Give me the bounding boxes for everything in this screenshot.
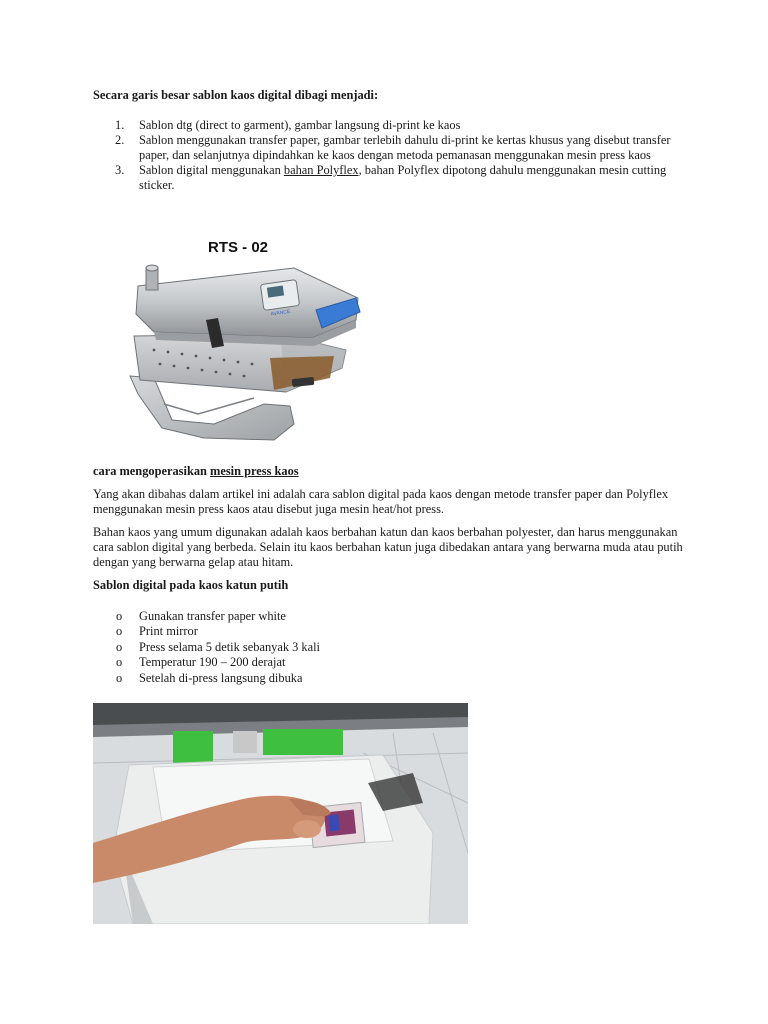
list-item: [93, 118, 683, 133]
list-item-text: Print mirror: [139, 624, 198, 639]
list-item: [93, 163, 683, 193]
mesin-press-kaos-link[interactable]: mesin press kaos: [210, 464, 299, 478]
polyflex-link[interactable]: bahan Polyflex: [283, 163, 359, 177]
list-item-text: [139, 163, 683, 193]
heat-press-photo: [93, 703, 468, 924]
list-marker: 2.: [115, 133, 125, 147]
bullet-marker: o: [116, 609, 123, 623]
numbered-list: [93, 118, 683, 193]
bullet-marker: o: [116, 624, 123, 639]
operating-subheading: [93, 464, 299, 479]
bullet-list: [93, 609, 683, 686]
bullet-marker: o: [116, 655, 123, 670]
white-cotton-subheading: Sablon digital pada kaos katun putih: [93, 578, 289, 592]
section-heading: Secara garis besar sablon kaos digital dibagi menjadi:: [93, 88, 379, 102]
list-item-text: Gunakan transfer paper white: [139, 609, 286, 623]
bullet-marker: o: [116, 670, 123, 685]
bullet-marker: o: [116, 639, 123, 654]
list-item: [93, 655, 683, 670]
subheading-text: cara mengoperasikan: [93, 464, 211, 478]
list-item-text: Sablon dtg (direct to garment), gambar langsung di-print ke kaos: [139, 118, 461, 132]
heat-press-machine-image: [94, 228, 382, 446]
list-item-text: Setelah di-press langsung dibuka: [139, 670, 303, 685]
list-item: [93, 133, 683, 163]
list-item: [93, 671, 683, 686]
paragraph: Bahan kaos yang umum digunakan adalah kaos berbahan katun dan kaos berbahan polyester, dan harus menggunakan cara sablon digital yang berbeda. Selain itu kaos berbahan katun juga dibedakan antara yang berwarna muda atau putih dengan yang berwarna gelap atau hitam.: [93, 525, 683, 569]
list-item-text: Press selama 5 detik sebanyak 3 kali: [139, 639, 320, 654]
list-item-text-before: Sablon digital menggunakan: [139, 163, 284, 177]
list-item: [93, 640, 683, 655]
list-item: [93, 609, 683, 624]
list-item-text-after: , bahan Polyflex dipotong dahulu menggunakan mesin cutting sticker.: [139, 163, 667, 192]
list-marker: 3.: [115, 163, 125, 177]
list-marker: 1.: [115, 118, 125, 132]
press-model-label: RTS - 02: [207, 239, 269, 256]
paragraph: Yang akan dibahas dalam artikel ini adalah cara sablon digital pada kaos dengan metode transfer paper dan Polyflex menggunakan mesin press kaos atau disebut juga mesin heat/hot press.: [93, 487, 669, 516]
list-item: [93, 624, 683, 639]
list-item-text: Sablon menggunakan transfer paper, gambar terlebih dahulu di-print ke kertas khusus yang disebut transfer paper, dan selanjutnya dipindahkan ke kaos dengan metoda pemanasan menggunakan mesin press kaos: [139, 133, 671, 162]
panel-brand-label: AVANCE: [270, 308, 291, 318]
list-item-text: Temperatur 190 – 200 derajat: [139, 655, 286, 670]
